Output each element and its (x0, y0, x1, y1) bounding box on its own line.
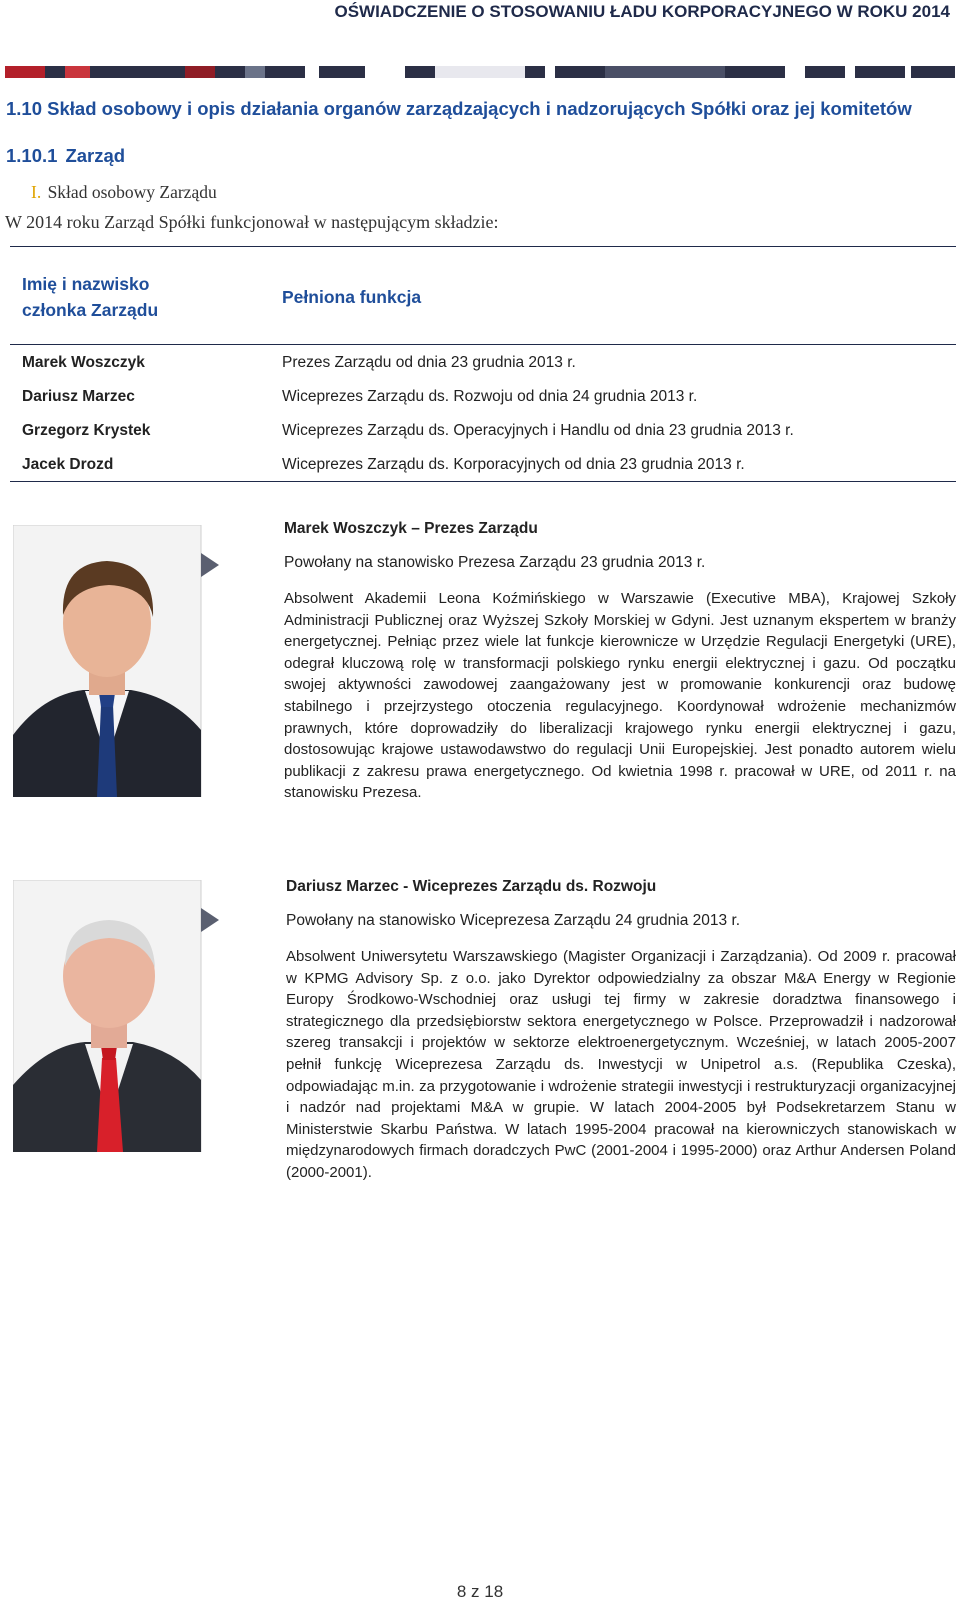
document-header-title: OŚWIADCZENIE O STOSOWANIU ŁADU KORPORACYJNEGO W ROKU 2014 (334, 2, 950, 21)
subsection-title: Zarząd (65, 145, 126, 166)
member-name: Jacek Drozd (22, 456, 114, 473)
table-row (0, 422, 960, 444)
table-header-name-line1: Imię i nazwisko (22, 274, 150, 294)
member-role: Wiceprezes Zarządu ds. Operacyjnych i Handlu od dnia 23 grudnia 2013 r. (282, 422, 794, 439)
bio-appointment: Powołany na stanowisko Prezesa Zarządu 23 grudnia 2013 r. (284, 554, 706, 571)
bio-title: Dariusz Marzec - Wiceprezes Zarządu ds. Rozwoju (286, 878, 657, 895)
member-name: Grzegorz Krystek (22, 422, 151, 439)
table-header-name-line2: członka Zarządu (22, 300, 159, 320)
table-header-name (22, 271, 158, 323)
table-bottom-rule (10, 481, 956, 482)
page-number: 8 z 18 (456, 1582, 504, 1601)
intro-paragraph: W 2014 roku Zarząd Spółki funkcjonował w następującym składzie: (5, 212, 499, 232)
member-role: Wiceprezes Zarządu ds. Rozwoju od dnia 24 grudnia 2013 r. (282, 388, 698, 405)
bio-paragraph: Absolwent Akademii Leona Koźmińskiego w Warszawie (Executive MBA), Krajowej Szkoły Administracji Publicznej oraz Wyższej Szkoły Morskiej w Gdyni. Jest uznanym ekspertem w branży energetycznej. Pełniąc przez wiele lat funkcje kierownicze w Urzędzie Regulacji Energetyki (URE), odegrał kluczową rolę w transformacji polskiego rynku energii elektrycznej i gazu. Od początku swojej aktywności zawodowej zaangażowany jest w promowanie konkurencji oraz budowę stabilnego i przejrzystego otoczenia regulacyjnego. Koordynował wdrożenie mechanizmów prawnych, które doprowadziły do liberalizacji krajowego rynku energii elektrycznej i gazu, dostosowując krajowe ustawodawstwo do regulacji Unii Europejskiej. Jest ponadto autorem wielu publikacji z zakresu prawa energetycznego. Od kwietnia 1998 r. pracował w URE, od 2011 r. na stanowisku Prezesa. (284, 590, 956, 802)
roman-subheading (31, 182, 217, 203)
member-name: Dariusz Marzec (22, 388, 135, 405)
member-role: Prezes Zarządu od dnia 23 grudnia 2013 r. (282, 354, 576, 371)
member-name: Marek Woszczyk (22, 354, 145, 371)
table-header-function: Pełniona funkcja (282, 287, 422, 307)
header-decorative-band (5, 66, 955, 78)
subsection-heading (6, 145, 125, 167)
section-heading: 1.10 Skład osobowy i opis działania organów zarządzających i nadzorujących Spółki oraz jej komitetów (6, 98, 912, 119)
portrait-photo-marek-woszczyk (13, 525, 219, 797)
bio-appointment: Powołany na stanowisko Wiceprezesa Zarządu 24 grudnia 2013 r. (286, 912, 741, 929)
table-row (0, 456, 960, 478)
subsection-number: 1.10.1 (6, 145, 58, 166)
table-header-rule (10, 344, 956, 345)
bio-title: Marek Woszczyk – Prezes Zarządu (284, 520, 538, 537)
table-top-rule (10, 246, 956, 247)
roman-numeral: I. (31, 182, 42, 202)
portrait-photo-dariusz-marzec (13, 880, 219, 1152)
roman-subheading-title: Skład osobowy Zarządu (47, 182, 217, 202)
bio-paragraph: Absolwent Uniwersytetu Warszawskiego (Magister Organizacji i Zarządzania). Od 2009 r. pracował w KPMG Advisory Sp. z o.o. jako Dyrektor odpowiedzialny za obszar M&A Energy w Regionie Europy Środkowo-Wschodniej oraz usługi tej firmy w zakresie doradztwa finansowego i strategicznego dla przedsiębiorstw sektora energetycznego w Polsce. Przeprowadził i nadzorował szereg transakcji i projektów w sektorze elektroenergetycznym. Wcześniej, w latach 2005-2007 pełnił funkcję Wiceprezesa Zarządu ds. Inwestycji w Unipetrol a.s. (Republika Czeska), odpowiadając m.in. za przygotowanie i wdrożenie strategii inwestycji i restrukturyzacji organizacyjnej i nadzór nad projektami M&A w grupie. W latach 2004-2005 był Podsekretarzem Stanu w Ministerstwie Skarbu Państwa. W latach 1995-2004 pracował na kierowniczych stanowiskach w międzynarodowych firmach doradczych PwC (2001-2004 i 1995-2000) oraz Arthur Andersen Poland (2000-2001). (286, 948, 956, 1181)
table-row (0, 354, 960, 376)
table-row (0, 388, 960, 410)
member-role: Wiceprezes Zarządu ds. Korporacyjnych od dnia 23 grudnia 2013 r. (282, 456, 745, 473)
